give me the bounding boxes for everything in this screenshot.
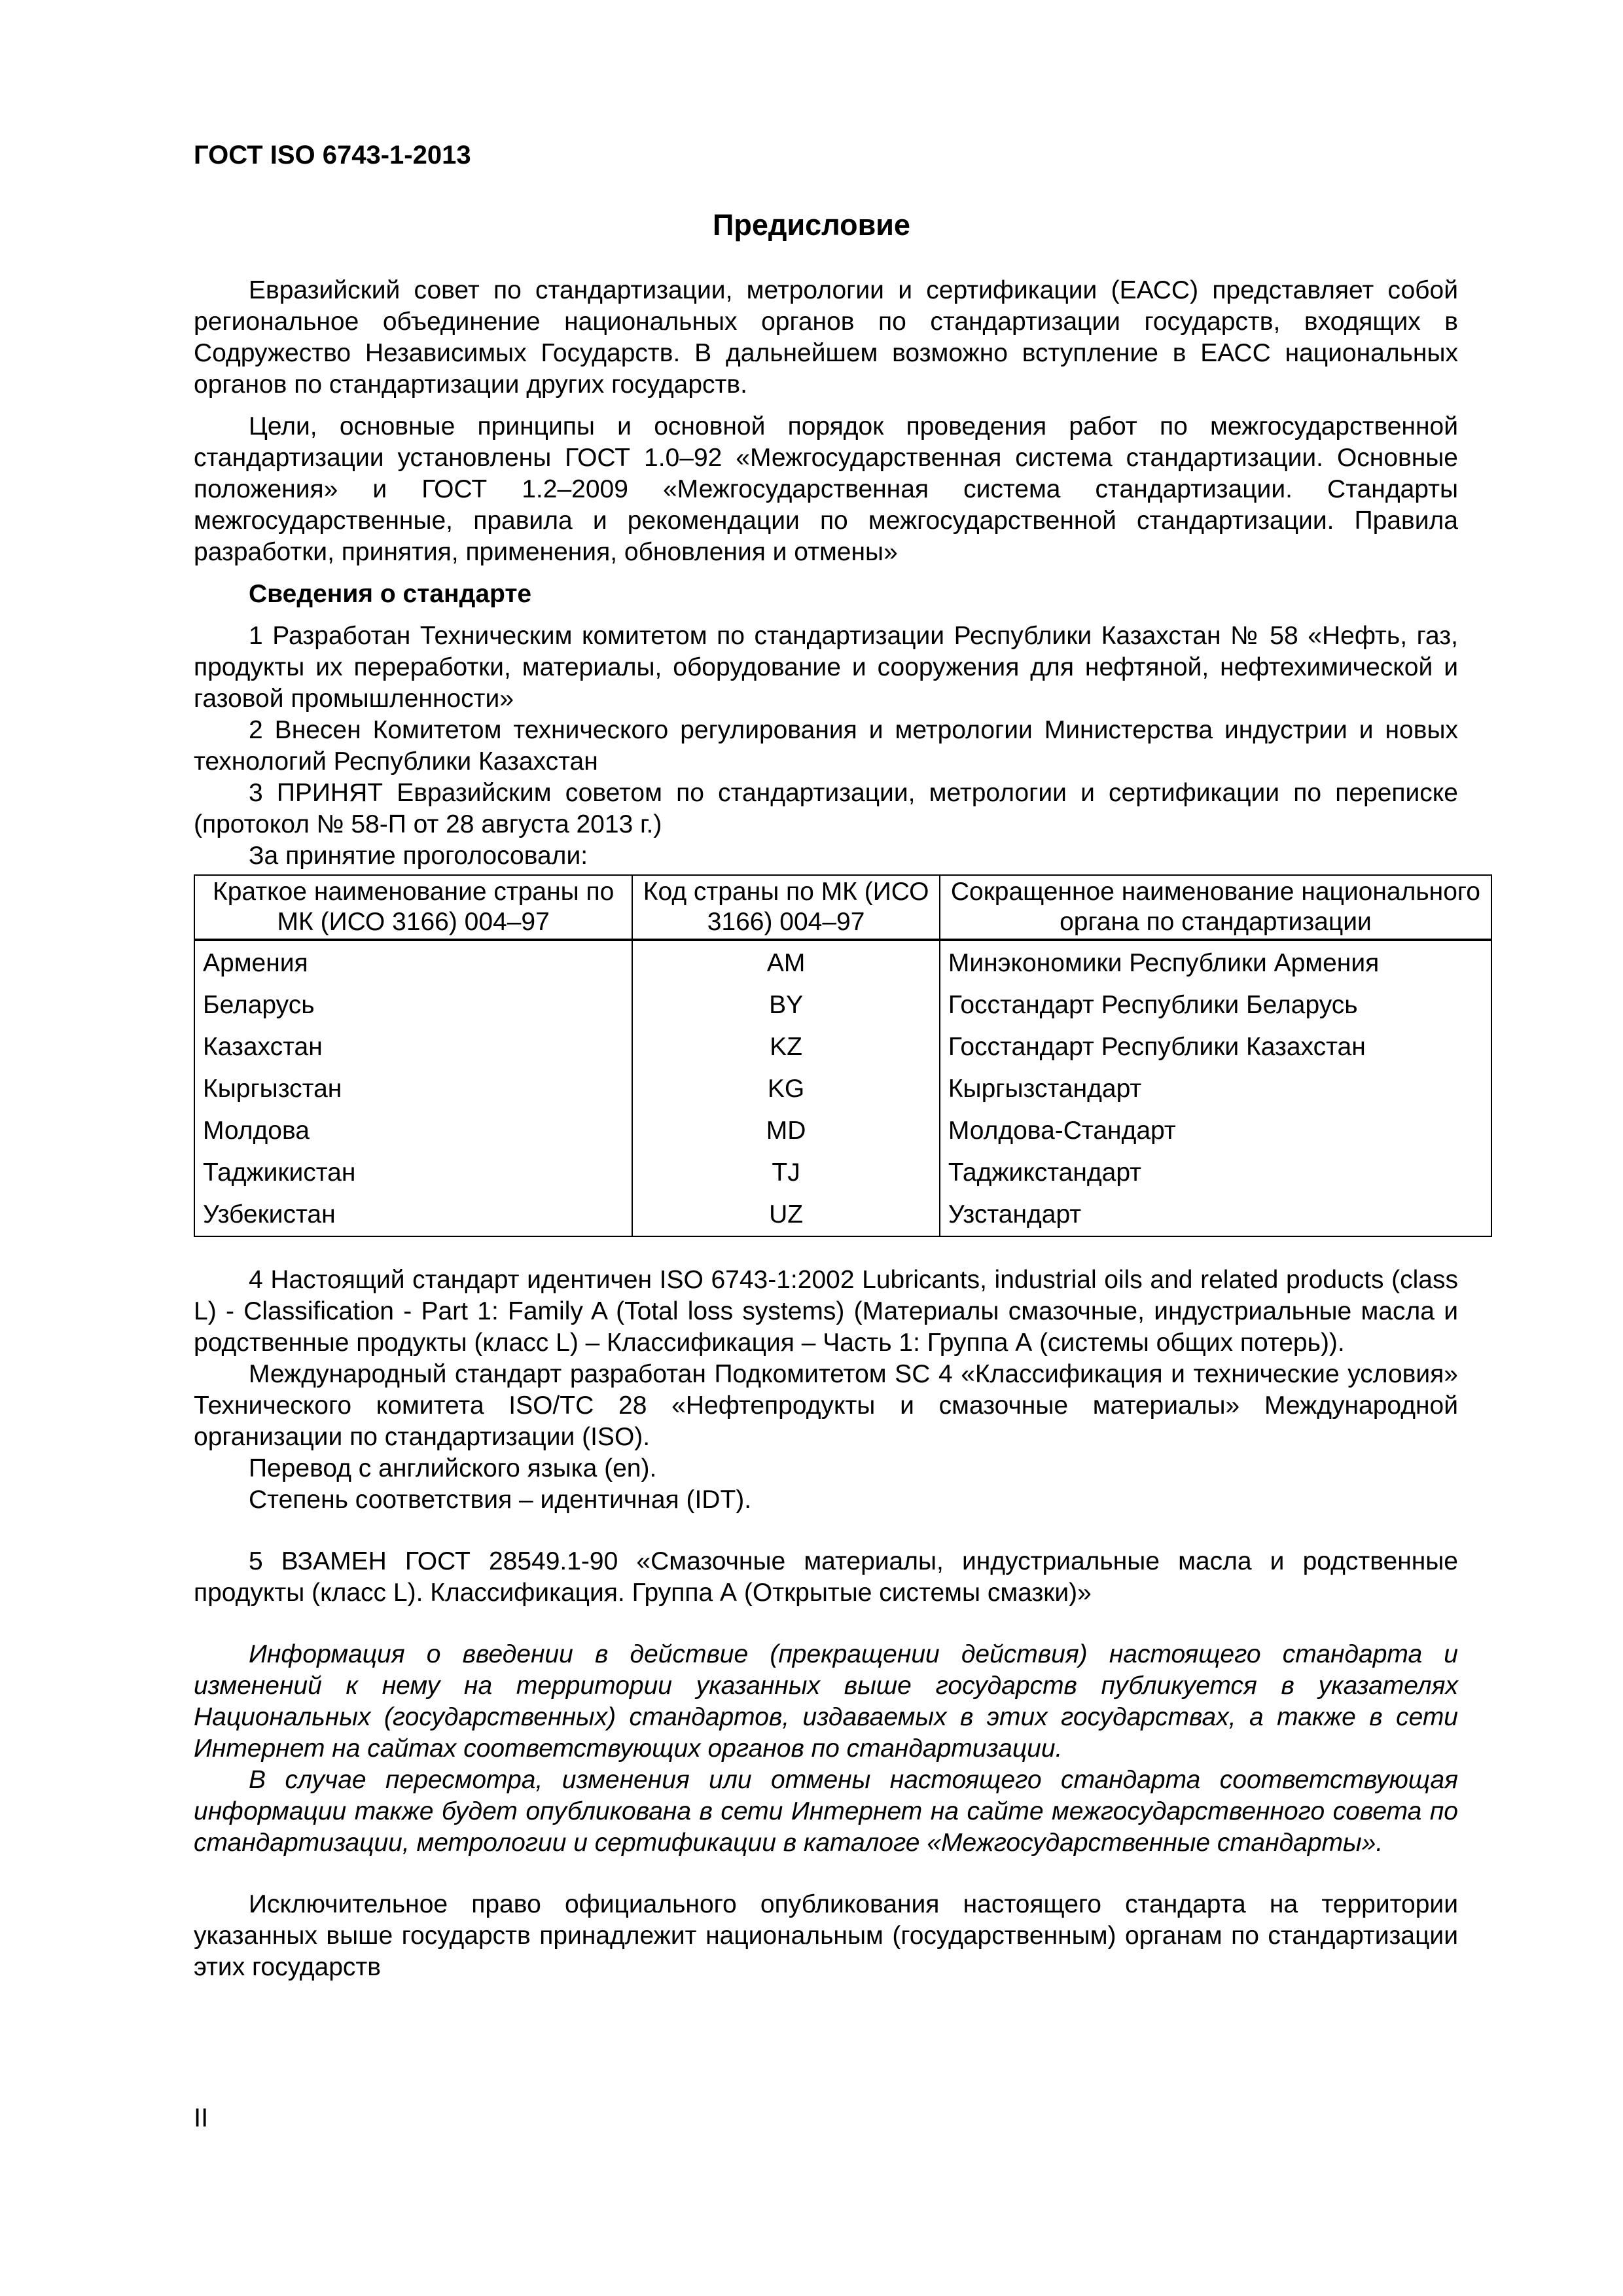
authority-cell: Молдова-Стандарт xyxy=(940,1110,1491,1152)
country-cell: Беларусь xyxy=(194,984,632,1026)
table-row xyxy=(194,1194,1491,1236)
standard-info-heading: Сведения о стандарте xyxy=(249,580,532,608)
column-header-code: Код страны по МК (ИСО 3166) 004–97 xyxy=(632,875,939,940)
country-cell: Таджикистан xyxy=(194,1152,632,1194)
authority-cell: Минэкономики Республики Армения xyxy=(940,940,1491,984)
info-item-2: 2 Внесен Комитетом технического регулирования и метрологии Министерства индустрии и новых технологий Республики Казахстан xyxy=(194,716,1458,776)
country-code-cell: AM xyxy=(632,940,939,984)
table-row xyxy=(194,1026,1491,1068)
country-cell: Кыргызстан xyxy=(194,1068,632,1110)
voted-label: За принятие проголосовали: xyxy=(249,842,588,870)
notice-paragraph-2: В случае пересмотра, изменения или отмены настоящего стандарта соответствующая информации также будет опубликована в сети Интернет на сайте межгосударственного совета по стандартизации, метрологии и сертификации в каталоге «Межгосударственные стандарты». xyxy=(194,1766,1458,1857)
intro-paragraph-1: Евразийский совет по стандартизации, метрологии и сертификации (ЕАСС) представляет собой региональное объединение национальных органов по стандартизации государств, входящих в Содружество Независимых Государств. В дальнейшем возможно вступление в ЕАСС национальных органов по стандартизации других государств. xyxy=(194,276,1458,399)
country-cell: Молдова xyxy=(194,1110,632,1152)
authority-cell: Кыргызстандарт xyxy=(940,1068,1491,1110)
intro-paragraph-2: Цели, основные принципы и основной порядок проведения работ по межгосударственной стандартизации установлены ГОСТ 1.0–92 «Межгосударственная система стандартизации. Основные положения» и ГОСТ 1.2–2009 «Межгосударственная система стандартизации. Стандарты межгосударственные, правила и рекомендации по межгосударственной стандартизации. Правила разработки, принятия, применения, обновления и отмены» xyxy=(194,412,1458,566)
table-row xyxy=(194,1110,1491,1152)
section-4-translation: Перевод с английского языка (en). xyxy=(249,1454,657,1482)
info-item-3: 3 ПРИНЯТ Евразийским советом по стандартизации, метрологии и сертификации по переписке (протокол № 58-П от 28 августа 2013 г.) xyxy=(194,779,1458,838)
table-row xyxy=(194,984,1491,1026)
authority-cell: Таджикстандарт xyxy=(940,1152,1491,1194)
page-title: Предисловие xyxy=(713,208,910,242)
authority-cell: Госстандарт Республики Казахстан xyxy=(940,1026,1491,1068)
column-header-country: Краткое наименование страны по МК (ИСО 3166) 004–97 xyxy=(194,875,632,940)
country-code-cell: MD xyxy=(632,1110,939,1152)
country-cell: Казахстан xyxy=(194,1026,632,1068)
section-4-conformity: Степень соответствия – идентичная (IDT). xyxy=(249,1486,752,1514)
table-row xyxy=(194,1068,1491,1110)
country-code-cell: KZ xyxy=(632,1026,939,1068)
authority-cell: Госстандарт Республики Беларусь xyxy=(940,984,1491,1026)
document-body xyxy=(194,275,1480,1983)
country-code-cell: UZ xyxy=(632,1194,939,1236)
country-code-cell: BY xyxy=(632,984,939,1026)
column-header-authority: Сокращенное наименование национального органа по стандартизации xyxy=(940,875,1491,940)
notice-paragraph-1: Информация о введении в действие (прекращении действия) настоящего стандарта и изменений к нему на территории указанных выше государств публикуется в указателях Национальных (государственных) стандартов, издаваемых в этих государствах, а также в сети Интернет на сайтах соответствующих органов по стандартизации. xyxy=(194,1640,1458,1763)
voting-countries-table xyxy=(194,874,1492,1237)
country-cell: Узбекистан xyxy=(194,1194,632,1236)
document-id-header: ГОСТ ISO 6743-1-2013 xyxy=(194,141,471,170)
section-4-paragraph-1: 4 Настоящий стандарт идентичен ISO 6743-1:2002 Lubricants, industrial oils and related products (class L) - Classification - Part 1: Family A (Total loss systems) (Материалы смазочные, индустриальные масла и родственные продукты (класс L) – Классификация – Часть 1: Группа А (системы общих потерь)). xyxy=(194,1266,1458,1357)
info-item-1: 1 Разработан Техническим комитетом по стандартизации Республики Казахстан № 58 «Нефть, газ, продукты их переработки, материалы, оборудование и сооружения для нефтяной, нефтехимической и газовой промышленности» xyxy=(194,622,1458,713)
table-row xyxy=(194,1152,1491,1194)
country-code-cell: KG xyxy=(632,1068,939,1110)
section-5-paragraph: 5 ВЗАМЕН ГОСТ 28549.1-90 «Смазочные материалы, индустриальные масла и родственные продукты (класс L). Классификация. Группа А (Открытые системы смазки)» xyxy=(194,1547,1458,1607)
exclusive-rights-paragraph: Исключительное право официального опубликования настоящего стандарта на территории указанных выше государств принадлежит национальным (государственным) органам по стандартизации этих государств xyxy=(194,1890,1458,1981)
table-header-row xyxy=(194,875,1491,940)
authority-cell: Узстандарт xyxy=(940,1194,1491,1236)
country-cell: Армения xyxy=(194,940,632,984)
table-row xyxy=(194,940,1491,984)
country-code-cell: TJ xyxy=(632,1152,939,1194)
section-4-paragraph-2: Международный стандарт разработан Подкомитетом SC 4 «Классификация и технические условия» Технического комитета ISO/TC 28 «Нефтепродукты и смазочные материалы» Международной организации по стандартизации (ISO). xyxy=(194,1360,1458,1451)
page-number: II xyxy=(194,2104,209,2132)
